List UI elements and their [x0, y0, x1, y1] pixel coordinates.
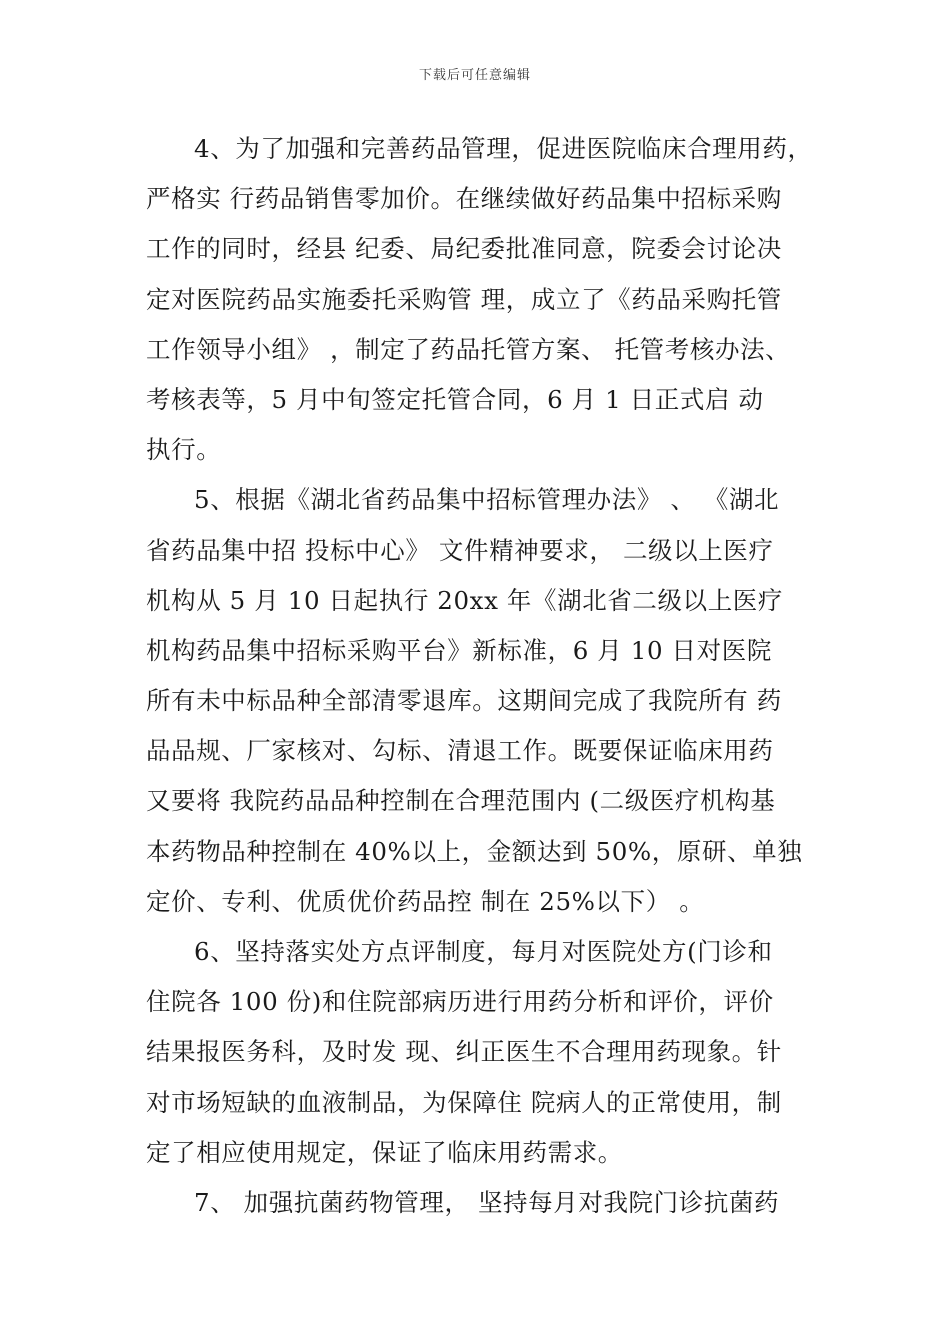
- text-line: 6、坚持落实处方点评制度，每月对医院处方(门诊和: [194, 937, 773, 966]
- text-line: 严格实 行药品销售零加价。在继续做好药品集中招标采购: [146, 184, 782, 214]
- text-line: 省药品集中招 投标中心》 文件精神要求， 二级以上医疗: [146, 535, 774, 565]
- text-line: 执行。: [146, 435, 222, 465]
- text-line: 工作领导小组》 ，制定了药品托管方案、 托管考核办法、: [146, 334, 791, 364]
- text-line: 4、为了加强和完善药品管理，促进医院临床合理用药，: [194, 134, 813, 163]
- text-line: 机构从 5 月 10 日起执行 20xx 年《湖北省二级以上医疗: [146, 585, 783, 615]
- paragraph-7: [146, 1178, 810, 1228]
- document-body: [146, 124, 813, 1228]
- text-line: 定对医院药品实施委托采购管 理，成立了《药品采购托管: [146, 284, 782, 314]
- text-line: 本药物品种控制在 40%以上，金额达到 50%，原研、单独: [146, 836, 803, 866]
- text-line: 定价、专利、优质优价药品控 制在 25%以下） 。: [146, 886, 705, 916]
- text-line: 所有未中标品种全部清零退库。这期间完成了我院所有 药: [146, 686, 782, 716]
- text-line: 对市场短缺的血液制品，为保障住 院病人的正常使用，制: [146, 1087, 782, 1117]
- page-header: 下载后可任意编辑: [418, 68, 531, 83]
- text-line: 住院各 100 份)和住院部病历进行用药分析和评价，评价: [146, 987, 774, 1017]
- text-line: 品品规、厂家核对、勾标、清退工作。既要保证临床用药: [146, 736, 774, 766]
- text-line: 5、根据《湖北省药品集中招标管理办法》 、 《湖北: [194, 485, 780, 515]
- text-line: 机构药品集中招标采购平台》新标准，6 月 10 日对医院: [146, 635, 772, 665]
- paragraph-6: [146, 927, 810, 1178]
- text-line: 又要将 我院药品品种控制在合理范围内 (二级医疗机构基: [146, 786, 776, 816]
- text-line: 定了相应使用规定，保证了临床用药需求。: [146, 1137, 623, 1167]
- paragraph-5: [146, 475, 810, 927]
- text-line: 结果报医务科，及时发 现、纠正医生不合理用药现象。针: [146, 1037, 782, 1067]
- paragraph-4: [146, 124, 813, 475]
- text-line: 考核表等，5 月中旬签定托管合同，6 月 1 日正式启 动: [146, 384, 764, 414]
- text-line: 工作的同时，经县 纪委、局纪委批准同意，院委会讨论决: [146, 234, 782, 264]
- text-line: 7、 加强抗菌药物管理， 坚持每月对我院门诊抗菌药: [194, 1187, 780, 1217]
